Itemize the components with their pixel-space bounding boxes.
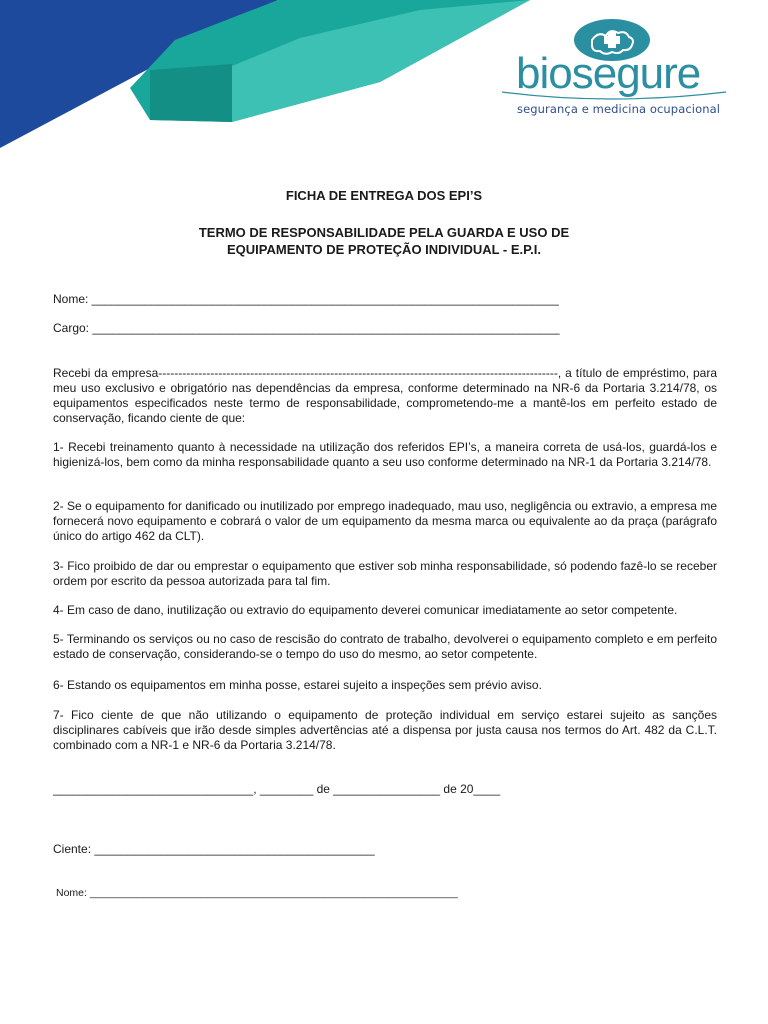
clause-4: 4- Em caso de dano, inutilização ou extravio do equipamento deverei comunicar imediatamente ao setor competente. [53,603,678,617]
clause-3: 3- Fico proibido de dar ou emprestar o equipamento que estiver sob minha responsabilidade, só podendo fazê-lo se receber ordem por escrito da pessoa autorizada para tal fim. [53,559,717,588]
clause-2: 2- Se o equipamento for danificado ou inutilizado por emprego inadequado, mau uso, negligência ou extravio, a empresa me fornecerá novo equipamento e cobrará o valor de um equipamento da mesma marca ou equivalente ao da praça (parágrafo único do artigo 462 da CLT). [53,499,717,543]
page-title: FICHA DE ENTREGA DOS EPI’S [285,188,483,203]
clause-1: 1- Recebi treinamento quanto à necessidade na utilização dos referidos EPI’s, a maneira correta de usá-los, guardá-los e higienizá-los, bem como da minha responsabilidade quanto a seu uso conforme determinado na NR-1 da Portaria 3.214/78. [53,440,717,469]
subtitle-line-1: TERMO DE RESPONSABILIDADE PELA GUARDA E USO DE [198,225,570,240]
nome-field[interactable]: Nome: ______________________________________________________________________ [53,292,559,306]
clause-7: 7- Fico ciente de que não utilizando o equipamento de proteção individual em serviço estarei sujeito as sanções disciplinares cabíveis que irão desde simples advertências até a dispensa por justa causa nos termos do Art. 482 da C.L.T. combinado com a NR-1 e NR-6 da Portaria 3.214/78. [53,708,717,752]
intro-paragraph: Recebi da empresa----------------------------------------------------------------------------------------------------, a título de empréstimo, para meu uso exclusivo e obrigatório nas dependências da empresa, conforme determinado na NR-6 da Portaria 3.214/78, os equipamentos especificados neste termo de responsabilidade, comprometendo-me a mantê-los em perfeito estado de conservação, ficando ciente de que: [53,366,717,425]
ciente-signature-field[interactable]: Ciente: __________________________________________ [53,842,375,856]
date-field[interactable]: ______________________________, ________ de ________________ de 20____ [53,782,501,796]
page-subtitle [0,224,768,258]
header-dark-teal [150,64,232,122]
logo-tagline: segurança e medicina ocupacional [517,102,721,116]
cargo-field[interactable]: Cargo: ______________________________________________________________________ [53,321,560,335]
clause-6: 6- Estando os equipamentos em minha posse, estarei sujeito a inspeções sem prévio aviso. [53,678,542,692]
clause-5: 5- Terminando os serviços ou no caso de rescisão do contrato de trabalho, devolverei o equipamento completo e em perfeito estado de conservação, considerando-se o tempo do uso do mesmo, ao setor competente. [53,632,717,661]
final-nome-field[interactable]: Nome: _______________________________________________________________ [56,887,458,899]
subtitle-line-2: EQUIPAMENTO DE PROTEÇÃO INDIVIDUAL - E.P.I. [227,242,541,257]
logo-wordmark: biosegure [516,49,701,98]
